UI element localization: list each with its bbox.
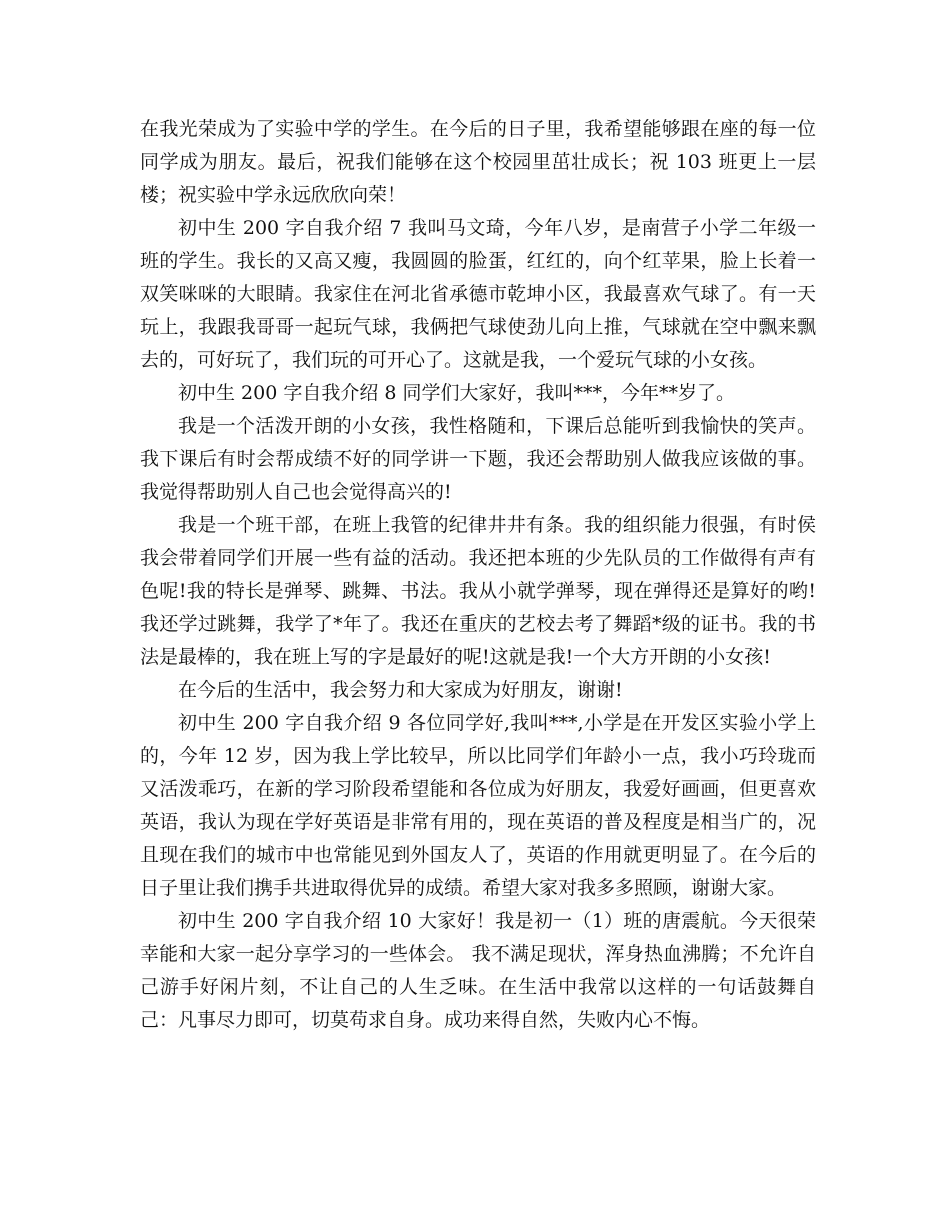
paragraph-4: 我是一个活泼开朗的小女孩，我性格随和，下课后总能听到我愉快的笑声。我下课后有时会帮成绩不好的同学讲一下题，我还会帮助别人做我应该做的事。我觉得帮助别人自己也会觉得高兴的! [140,415,816,503]
paragraph-8: 初中生 200 字自我介绍 10 大家好！我是初一（1）班的唐震航。今天很荣幸能和大家一起分享学习的一些体会。 我不满足现状，浑身热血沸腾；不允许自己游手好闲片刻，不让自己的人生乏味。在生活中我常以这样的一句话鼓舞自己：凡事尽力即可，切莫苟求自身。成功来得自然，失败内心不悔。 [140,910,816,1031]
paragraph-1: 在我光荣成为了实验中学的学生。在今后的日子里，我希望能够跟在座的每一位同学成为朋友。最后，祝我们能够在这个校园里茁壮成长；祝 103 班更上一层楼；祝实验中学永远欣欣向荣！ [140,118,816,206]
paragraph-3: 初中生 200 字自我介绍 8 同学们大家好，我叫***，今年**岁了。 [178,382,736,404]
paragraph-7: 初中生 200 字自我介绍 9 各位同学好,我叫***,小学是在开发区实验小学上的，今年 12 岁，因为我上学比较早，所以比同学们年龄小一点，我小巧玲珑而又活泼乖巧，在新的学习阶段希望能和各位成为好朋友，我爱好画画，但更喜欢英语，我认为现在学好英语是非常有用的，现在英语的普及程度是相当广的，况且现在我们的城市中也常能见到外国友人了，英语的作用就更明显了。在今后的日子里让我们携手共进取得优异的成绩。希望大家对我多多照顾，谢谢大家。 [140,712,816,899]
paragraph-6: 在今后的生活中，我会努力和大家成为好朋友，谢谢! [178,679,623,701]
paragraph-5: 我是一个班干部，在班上我管的纪律井井有条。我的组织能力很强，有时侯我会带着同学们开展一些有益的活动。我还把本班的少先队员的工作做得有声有色呢!我的特长是弹琴、跳舞、书法。我从小就学弹琴，现在弹得还是算好的哟!我还学过跳舞，我学了*年了。我还在重庆的艺校去考了舞蹈*级的证书。我的书法是最棒的，我在班上写的字是最好的呢!这就是我!一个大方开朗的小女孩! [140,514,816,668]
document-body [140,113,816,1037]
paragraph-2: 初中生 200 字自我介绍 7 我叫马文琦，今年八岁，是南营子小学二年级一班的学生。我长的又高又瘦，我圆圆的脸蛋，红红的，向个红苹果，脸上长着一双笑咪咪的大眼睛。我家住在河北省承德市乾坤小区，我最喜欢气球了。有一天玩上，我跟我哥哥一起玩气球，我俩把气球使劲儿向上推，气球就在空中飘来飘去的，可好玩了，我们玩的可开心了。这就是我，一个爱玩气球的小女孩。 [140,217,816,371]
